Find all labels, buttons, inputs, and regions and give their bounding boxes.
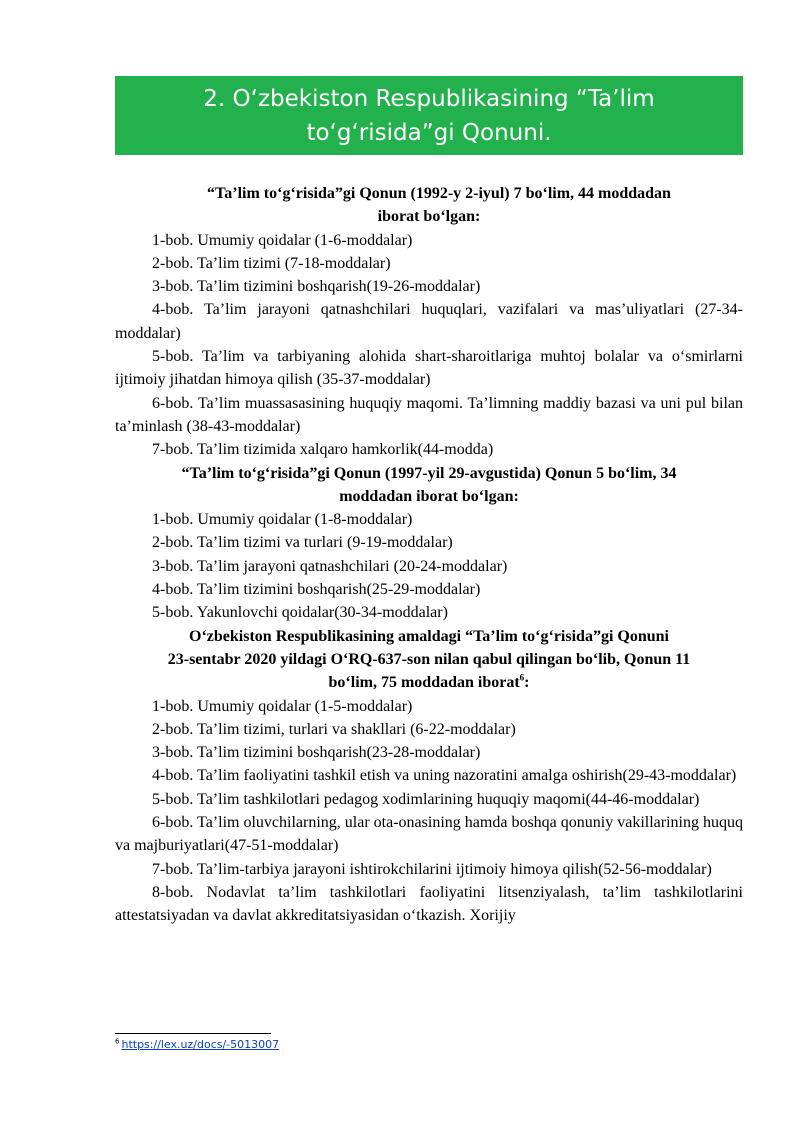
chapter-item: 4-bob. Ta’lim jarayoni qatnashchilari huquqlari, vazifalari va mas’uliyatlari (27-34-moddalar): [115, 301, 743, 342]
footnote-link[interactable]: https://lex.uz/docs/-5013007: [121, 1038, 280, 1051]
law-1997-heading: [115, 462, 743, 509]
footnote-reference[interactable]: 6: [519, 672, 525, 683]
chapter-item: 1-bob. Umumiy qoidalar (1-8-moddalar): [152, 511, 413, 529]
chapter-item: 5-bob. Yakunlovchi qoidalar(30-34-moddalar): [152, 604, 448, 622]
section-title-line-1: 2. O‘zbekiston Respublikasining “Ta’lim: [203, 86, 655, 112]
chapter-item: 1-bob. Umumiy qoidalar (1-6-moddalar): [152, 231, 413, 249]
chapter-item: 2-bob. Ta’lim tizimi, turlari va shakllari (6-22-moddalar): [152, 720, 516, 738]
chapter-item: 5-bob. Ta’lim va tarbiyaning alohida shart-sharoitlariga muhtoj bolalar va o‘smirlarni ijtimoiy jihatdan himoya qilish (35-37-moddalar): [115, 348, 743, 389]
chapter-item: 5-bob. Ta’lim tashkilotlari pedagog xodimlarining huquqiy maqomi(44-46-moddalar): [152, 790, 700, 808]
chapter-item: 2-bob. Ta’lim tizimi va turlari (9-19-moddalar): [152, 534, 453, 552]
chapter-item: 6-bob. Ta’lim muassasasining huquqiy maqomi. Ta’limning maddiy bazasi va uni pul bilan ta’minlash (38-43-moddalar): [115, 394, 743, 435]
chapter-item: 7-bob. Ta’lim tizimida xalqaro hamkorlik(44-modda): [152, 441, 494, 459]
footnote-divider: [115, 1033, 271, 1034]
chapter-item: 3-bob. Ta’lim tizimini boshqarish(23-28-moddalar): [152, 744, 481, 762]
chapter-item: 3-bob. Ta’lim jarayoni qatnashchilari (20-24-moddalar): [152, 557, 508, 575]
heading-line: “Ta’lim to‘g‘risida”gi Qonun (1992-y 2-iyul) 7 bo‘lim, 44 moddadan: [207, 185, 671, 202]
law-1992-heading: [115, 182, 743, 229]
footnote: [115, 1038, 279, 1052]
chapter-item: 8-bob. Nodavlat ta’lim tashkilotlari faoliyatini litsenziyalash, ta’lim tashkilotlarini attestatsiyadan va davlat akkreditatsiyasidan o‘tkazish. Xorijiy: [115, 883, 743, 925]
heading-line: “Ta’lim to‘g‘risida”gi Qonun (1997-yil 29-avgustida) Qonun 5 bo‘lim, 34: [181, 464, 677, 482]
document-body: [115, 182, 743, 928]
chapter-item: 2-bob. Ta’lim tizimi (7-18-moddalar): [152, 254, 391, 272]
heading-colon: :: [524, 674, 530, 692]
law-2020-heading: [115, 625, 743, 695]
section-title-banner: [115, 76, 743, 155]
chapter-item: 3-bob. Ta’lim tizimini boshqarish(19-26-moddalar): [152, 278, 481, 296]
chapter-item: 4-bob. Ta’lim tizimini boshqarish(25-29-moddalar): [152, 581, 481, 599]
heading-line: 23-sentabr 2020 yildagi O‘RQ-637-son nilan qabul qilingan bo‘lib, Qonun 11: [167, 650, 691, 668]
heading-line: iborat bo‘lgan:: [377, 208, 481, 226]
heading-line-text: bo‘lim, 75 moddadan iborat: [328, 674, 520, 692]
chapter-item: 4-bob. Ta’lim faoliyatini tashkil etish va uning nazoratini amalga oshirish(29-43-moddalar): [152, 767, 737, 785]
heading-line: [115, 671, 743, 694]
chapter-item: 6-bob. Ta’lim oluvchilarning, ular ota-onasining hamda boshqa qonuniy vakillarining huquq va majburiyatlari(47-51-moddalar): [115, 814, 743, 855]
chapter-item: 1-bob. Umumiy qoidalar (1-5-moddalar): [152, 697, 413, 715]
chapter-item: 7-bob. Ta’lim-tarbiya jarayoni ishtirokchilarini ijtimoiy himoya qilish(52-56-moddalar): [152, 860, 712, 878]
footnote-number: 6: [115, 1037, 120, 1046]
heading-line: O‘zbekiston Respublikasining amaldagi “Ta’lim to‘g‘risida”gi Qonuni: [189, 627, 669, 645]
section-title-line-2: to‘g‘risida”gi Qonuni.: [306, 120, 552, 146]
heading-line: moddadan iborat bo‘lgan:: [339, 487, 519, 505]
